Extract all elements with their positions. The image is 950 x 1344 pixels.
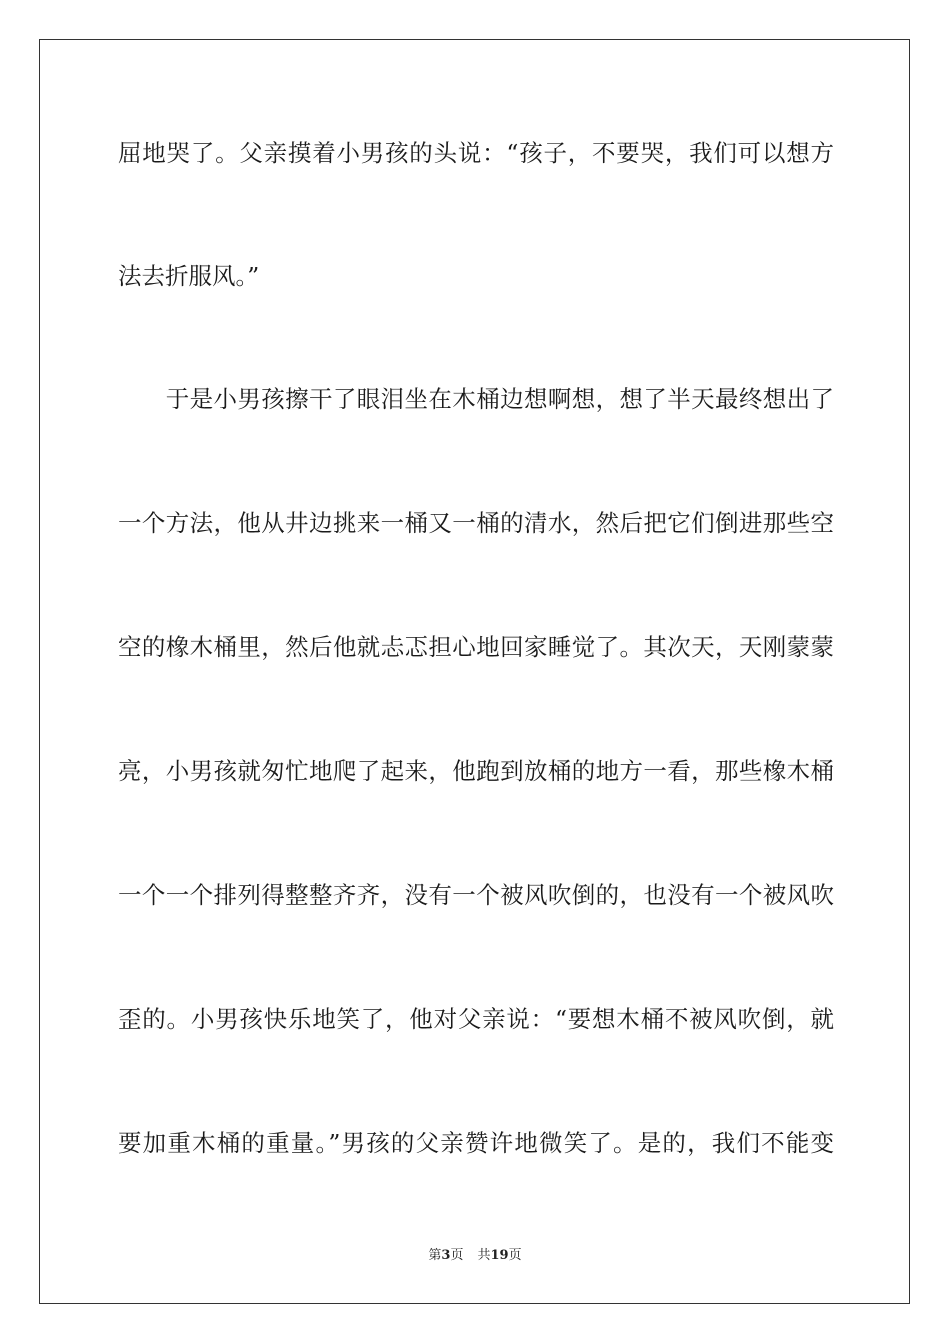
text-line-3: 于是小男孩擦干了眼泪坐在木桶边想啊想，想了半天最终想出了 bbox=[118, 385, 834, 413]
text-line-6: 亮，小男孩就匆忙地爬了起来，他跑到放桶的地方一看，那些橡木桶 bbox=[118, 757, 834, 785]
page-number: 3 bbox=[441, 1248, 451, 1263]
text-line-4: 一个方法，他从井边挑来一桶又一桶的清水，然后把它们倒进那些空 bbox=[118, 509, 834, 537]
total-pages: 19 bbox=[490, 1248, 509, 1263]
page-footer bbox=[0, 1247, 950, 1265]
text-line-8: 歪的。小男孩快乐地笑了，他对父亲说：“要想木桶不被风吹倒，就 bbox=[118, 1005, 834, 1033]
text-line-1: 屈地哭了。父亲摸着小男孩的头说：“孩子，不要哭，我们可以想方 bbox=[118, 139, 834, 167]
text-line-7: 一个一个排列得整整齐齐，没有一个被风吹倒的，也没有一个被风吹 bbox=[118, 881, 834, 909]
text-line-2: 法去折服风。” bbox=[118, 262, 260, 290]
total-prefix: 共 bbox=[477, 1248, 491, 1263]
page-prefix: 第 bbox=[428, 1248, 442, 1263]
page-suffix: 页 bbox=[450, 1248, 464, 1263]
text-line-9: 要加重木桶的重量。”男孩的父亲赞许地微笑了。是的，我们不能变 bbox=[118, 1129, 834, 1157]
text-line-5: 空的橡木桶里，然后他就忐忑担心地回家睡觉了。其次天，天刚蒙蒙 bbox=[118, 633, 834, 661]
total-suffix: 页 bbox=[508, 1248, 522, 1263]
page-border bbox=[39, 39, 910, 1304]
